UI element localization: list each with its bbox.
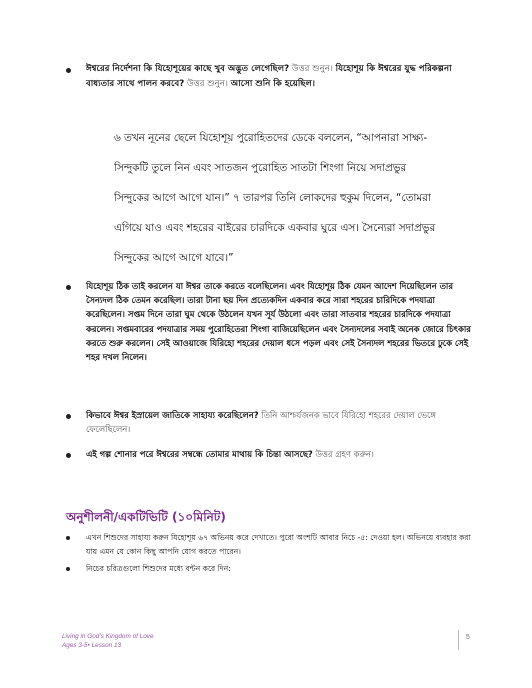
quote-line: সিন্দুকের আগে আগে যান।” ৭ তারপর তিনি লোকদের হুকুম দিলেন, “তোমরা	[114, 192, 431, 204]
list-item	[66, 531, 476, 559]
quote-line: ৬ তখন নূনের ছেলে যিহোশূয় পুরোহিতদের ডেকে বললেন, “আপনারা সাক্ষ্য-	[114, 132, 428, 144]
page-footer	[62, 632, 154, 650]
lead-in-text: আসো শুনি কি হয়েছিল।	[230, 79, 315, 89]
bullet-dot-icon	[66, 68, 71, 73]
list-item	[66, 62, 476, 92]
answer-prompt: উত্তর শুনুন।	[184, 79, 231, 89]
question-text: কিভাবে ঈশ্বর ইস্রায়েল জাতিকে সাহায্য করেছিলেন?	[86, 410, 259, 420]
bullet-dot-icon	[66, 567, 70, 571]
bullet-dot-icon	[66, 285, 71, 290]
list-item	[66, 447, 476, 461]
section-heading: অনুশীলনী/একটিভিটি (১০মিনিট)	[66, 510, 226, 524]
bullet-dot-icon	[66, 536, 70, 540]
bullet-question-3	[66, 447, 476, 461]
question-text: এই গল্প শোনার পরে ঈশ্বরের সম্বন্ধে তোমার মাথায় কি চিন্তা আসছে?	[86, 449, 313, 459]
bullet-question-1	[66, 62, 476, 92]
story-summary-text: যিহোশূয় ঠিক তাই করলেন যা ঈশ্বর তাকে করতে বলেছিলেন। এবং যিহোশূয় ঠিক যেমন আদেশ দিয়েছিলেন তার সৈন্যদল ঠিক তেমন করেছিল। তারা টানা ছয় দিন প্রত্যেকদিন একবার করে সারা শহরের চারিদিকে পদযাত্রা করেছিলেন। সপ্তম দিনে তারা ঘুম থেকে উঠলেন যখন সূর্য উঠলো এবং তারা সাতবার শহরের চারদিকে পদযাত্রা করলেন। সপ্তমবারের পদযাত্রার সময় পুরোহিতেরা শিংগা বাজিয়েছিলেন এবং সৈন্যদলের সবাই অনেক জোরে চিৎকার করতে শুরু করলেন। সেই আওয়াজে যিরিহো শহরের দেয়াল ধসে পড়ল এবং সেই সৈন্যদল শহরের ভিতরে ঢুকে সেই শহর দখল নিলেন।	[86, 281, 471, 363]
list-item	[66, 408, 476, 436]
list-item	[66, 562, 476, 576]
instruction-text: এখন শিশুদের সাহায্য করুন যিহোশূয় ৬৭ অভিনয় করে দেখাতে। পুরো অংশটি আবার নিচে -৫: দেওয়া হল। অভিনয়ে ব্যবহার করা যায় এমন যে কোন কিছু আপনি যোগ করতে পারেন।	[86, 533, 471, 556]
footer-divider	[458, 630, 459, 650]
question-text: যিহোশূয় কি ঈশ্বরের যুদ্ধ পরিকল্পনা বাধ্যতার সাথে পালন করবে?	[86, 64, 452, 89]
list-item	[66, 279, 476, 364]
scripture-quote	[114, 123, 484, 273]
bullet-dot-icon	[66, 453, 71, 458]
answer-text: তিনি আশ্চর্যজনক ভাবে যিরিহো শহরের দেয়াল ভেঙ্গে ফেলেছিলেন।	[86, 410, 436, 435]
bullet-activity-instruction	[66, 531, 476, 559]
bullet-roles-instruction	[66, 562, 476, 576]
instruction-text: নিচের চরিত্রগুলো শিশুদের মধ্যে বন্টন করে দিন:	[86, 564, 231, 573]
quote-line: সিন্দুকের আগে আগে যাবে।”	[114, 252, 234, 264]
answer-prompt: উত্তর শুনুন।	[289, 64, 336, 74]
page-number: 5	[466, 634, 470, 641]
question-text: ঈশ্বরের নির্দেশনা কি যিহোশূয়ের কাছে খুব অদ্ভুত লেগেছিল?	[86, 64, 290, 74]
quote-line: এগিয়ে যাও এবং শহরের বাইরের চারদিকে একবার ঘুরে এস। সৈন্যেরা সদাপ্রভুর	[114, 222, 436, 234]
footer-lesson: Ages 3-5• Lesson 13	[62, 642, 122, 649]
bullet-dot-icon	[66, 414, 71, 419]
footer-title: Living in God’s Kingdom of Love	[62, 633, 154, 640]
bullet-question-2	[66, 408, 476, 436]
answer-prompt: উত্তর গ্রহণ করুন।	[312, 449, 374, 459]
bullet-story-summary	[66, 279, 476, 364]
quote-line: সিন্দুকটি তুলে নিন এবং সাতজন পুরোহিত সাতটা শিংগা নিয়ে সদাপ্রভুর	[114, 162, 407, 174]
